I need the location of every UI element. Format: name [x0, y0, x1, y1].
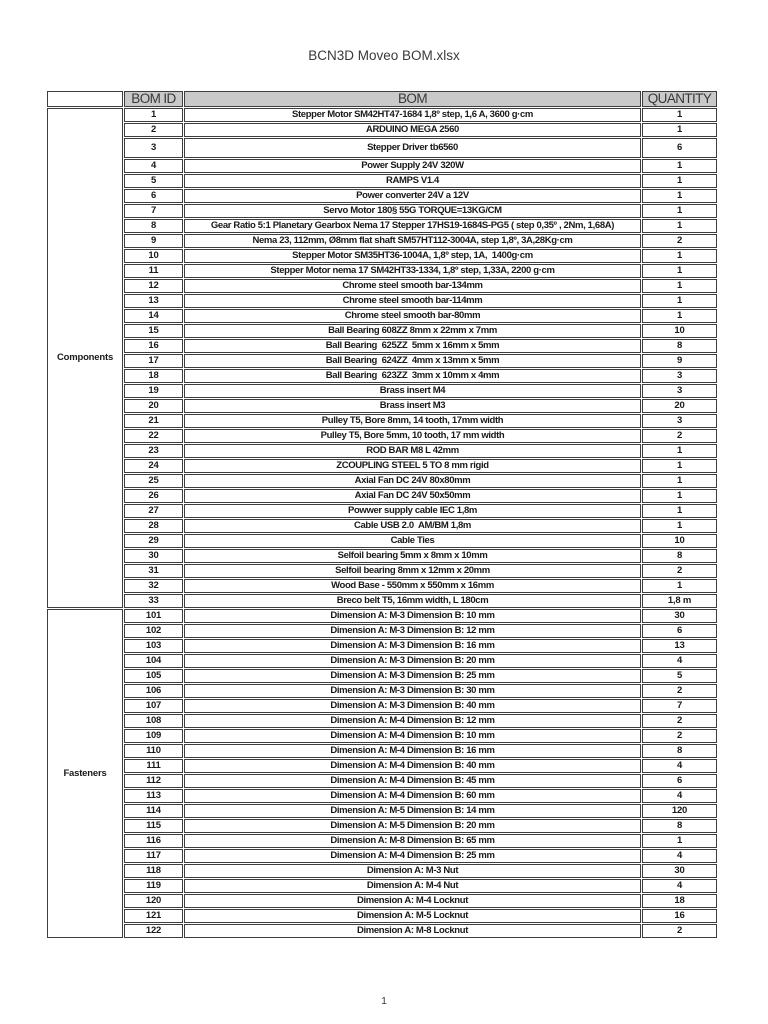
- quantity-cell: 1: [642, 834, 717, 848]
- bom-id-cell: 119: [124, 879, 183, 893]
- bom-id-cell: 26: [124, 489, 183, 503]
- bom-description-cell: Brass insert M4: [184, 384, 641, 398]
- quantity-cell: 4: [642, 759, 717, 773]
- bom-id-cell: 30: [124, 549, 183, 563]
- bom-description-cell: Dimension A: M-4 Dimension B: 45 mm: [184, 774, 641, 788]
- bom-description-cell: Dimension A: M-4 Dimension B: 12 mm: [184, 714, 641, 728]
- table-row: [47, 123, 717, 137]
- quantity-cell: 7: [642, 699, 717, 713]
- quantity-cell: 1,8 m: [642, 594, 717, 608]
- bom-description-cell: Selfoil bearing 5mm x 8mm x 10mm: [184, 549, 641, 563]
- table-row: [47, 714, 717, 728]
- bom-description-cell: Dimension A: M-3 Dimension B: 25 mm: [184, 669, 641, 683]
- quantity-cell: 3: [642, 414, 717, 428]
- table-row: [47, 879, 717, 893]
- bom-description-cell: Power converter 24V a 12V: [184, 189, 641, 203]
- bom-description-cell: Dimension A: M-8 Dimension B: 65 mm: [184, 834, 641, 848]
- bom-description-cell: ZCOUPLING STEEL 5 TO 8 mm rigid: [184, 459, 641, 473]
- quantity-cell: 1: [642, 519, 717, 533]
- bom-id-cell: 111: [124, 759, 183, 773]
- table-row: [47, 204, 717, 218]
- table-row: [47, 174, 717, 188]
- bom-description-cell: Dimension A: M-3 Nut: [184, 864, 641, 878]
- bom-id-cell: 114: [124, 804, 183, 818]
- quantity-cell: 13: [642, 639, 717, 653]
- bom-id-cell: 117: [124, 849, 183, 863]
- bom-id-cell: 24: [124, 459, 183, 473]
- table-row: [47, 309, 717, 323]
- table-row: [47, 504, 717, 518]
- bom-id-cell: 31: [124, 564, 183, 578]
- quantity-cell: 5: [642, 669, 717, 683]
- quantity-cell: 1: [642, 219, 717, 233]
- bom-description-cell: Brass insert M3: [184, 399, 641, 413]
- bom-id-cell: 107: [124, 699, 183, 713]
- quantity-cell: 8: [642, 744, 717, 758]
- bom-description-cell: Stepper Motor nema 17 SM42HT33-1334, 1,8º step, 1,33A, 2200 g·cm: [184, 264, 641, 278]
- bom-description-cell: Axial Fan DC 24V 80x80mm: [184, 474, 641, 488]
- table-row: [47, 669, 717, 683]
- table-row: [47, 489, 717, 503]
- bom-description-cell: Ball Bearing 625ZZ 5mm x 16mm x 5mm: [184, 339, 641, 353]
- bom-id-cell: 16: [124, 339, 183, 353]
- bom-id-cell: 103: [124, 639, 183, 653]
- table-row: [47, 474, 717, 488]
- quantity-cell: 4: [642, 654, 717, 668]
- bom-id-cell: 29: [124, 534, 183, 548]
- bom-description-cell: RAMPS V1.4: [184, 174, 641, 188]
- bom-description-cell: Ball Bearing 608ZZ 8mm x 22mm x 7mm: [184, 324, 641, 338]
- bom-description-cell: Dimension A: M-5 Locknut: [184, 909, 641, 923]
- bom-id-cell: 10: [124, 249, 183, 263]
- table-row: [47, 354, 717, 368]
- table-row: [47, 909, 717, 923]
- quantity-cell: 1: [642, 204, 717, 218]
- bom-id-cell: 12: [124, 279, 183, 293]
- quantity-cell: 16: [642, 909, 717, 923]
- table-row: [47, 534, 717, 548]
- table-row: [47, 759, 717, 773]
- bom-id-cell: 116: [124, 834, 183, 848]
- quantity-cell: 1: [642, 504, 717, 518]
- quantity-cell: 2: [642, 234, 717, 248]
- page-number: 1: [381, 995, 387, 1007]
- bom-description-cell: Dimension A: M-4 Dimension B: 10 mm: [184, 729, 641, 743]
- header-group-cell: [47, 91, 123, 107]
- bom-id-cell: 33: [124, 594, 183, 608]
- bom-description-cell: Dimension A: M-4 Locknut: [184, 894, 641, 908]
- group-label: Fasteners: [47, 609, 123, 938]
- table-row: [47, 519, 717, 533]
- table-row: [47, 609, 717, 623]
- table-row: [47, 444, 717, 458]
- table-row: [47, 384, 717, 398]
- quantity-cell: 6: [642, 624, 717, 638]
- table-row: [47, 324, 717, 338]
- quantity-cell: 18: [642, 894, 717, 908]
- table-row: [47, 624, 717, 638]
- bom-description-cell: Dimension A: M-4 Dimension B: 25 mm: [184, 849, 641, 863]
- bom-id-cell: 14: [124, 309, 183, 323]
- table-row: [47, 159, 717, 173]
- quantity-cell: 2: [642, 429, 717, 443]
- table-row: [47, 234, 717, 248]
- quantity-cell: 3: [642, 369, 717, 383]
- table-row: [47, 564, 717, 578]
- bom-id-cell: 9: [124, 234, 183, 248]
- table-row: [47, 138, 717, 158]
- quantity-cell: 9: [642, 354, 717, 368]
- bom-table: [46, 90, 718, 939]
- table-row: [47, 864, 717, 878]
- bom-id-cell: 118: [124, 864, 183, 878]
- bom-id-cell: 101: [124, 609, 183, 623]
- bom-id-cell: 115: [124, 819, 183, 833]
- table-body: [47, 108, 717, 938]
- bom-id-cell: 105: [124, 669, 183, 683]
- group-label: Components: [47, 108, 123, 608]
- bom-description-cell: Stepper Motor SM42HT47-1684 1,8º step, 1,6 A, 3600 g·cm: [184, 108, 641, 122]
- bom-id-cell: 109: [124, 729, 183, 743]
- bom-description-cell: Stepper Driver tb6560: [184, 138, 641, 158]
- quantity-cell: 1: [642, 174, 717, 188]
- bom-description-cell: Stepper Motor SM35HT36-1004A, 1,8º step, 1A, 1400g·cm: [184, 249, 641, 263]
- bom-description-cell: Dimension A: M-3 Dimension B: 40 mm: [184, 699, 641, 713]
- bom-description-cell: Pulley T5, Bore 8mm, 14 tooth, 17mm width: [184, 414, 641, 428]
- table-row: [47, 804, 717, 818]
- bom-description-cell: Power Supply 24V 320W: [184, 159, 641, 173]
- quantity-cell: 1: [642, 279, 717, 293]
- quantity-cell: 2: [642, 564, 717, 578]
- bom-description-cell: Gear Ratio 5:1 Planetary Gearbox Nema 17 Stepper 17HS19-1684S-PG5 ( step 0,35º , 2Nm, 1,68A): [184, 219, 641, 233]
- bom-id-cell: 112: [124, 774, 183, 788]
- table-row: [47, 834, 717, 848]
- header-bom: BOM: [184, 91, 641, 107]
- bom-description-cell: Dimension A: M-8 Locknut: [184, 924, 641, 938]
- bom-description-cell: Chrome steel smooth bar-134mm: [184, 279, 641, 293]
- bom-description-cell: Breco belt T5, 16mm width, L 180cm: [184, 594, 641, 608]
- quantity-cell: 1: [642, 123, 717, 137]
- bom-id-cell: 2: [124, 123, 183, 137]
- table-row: [47, 744, 717, 758]
- bom-id-cell: 102: [124, 624, 183, 638]
- quantity-cell: 1: [642, 108, 717, 122]
- bom-id-cell: 122: [124, 924, 183, 938]
- bom-id-cell: 28: [124, 519, 183, 533]
- bom-description-cell: Dimension A: M-3 Dimension B: 16 mm: [184, 639, 641, 653]
- bom-description-cell: Dimension A: M-3 Dimension B: 12 mm: [184, 624, 641, 638]
- bom-description-cell: Dimension A: M-3 Dimension B: 20 mm: [184, 654, 641, 668]
- quantity-cell: 1: [642, 444, 717, 458]
- table-row: [47, 819, 717, 833]
- bom-id-cell: 21: [124, 414, 183, 428]
- bom-id-cell: 13: [124, 294, 183, 308]
- bom-description-cell: Nema 23, 112mm, Ø8mm flat shaft SM57HT112-3004A, step 1,8º, 3A,28Kg·cm: [184, 234, 641, 248]
- bom-id-cell: 6: [124, 189, 183, 203]
- table-header: [47, 91, 717, 107]
- bom-description-cell: Selfoil bearing 8mm x 12mm x 20mm: [184, 564, 641, 578]
- bom-id-cell: 32: [124, 579, 183, 593]
- quantity-cell: 2: [642, 729, 717, 743]
- table-row: [47, 399, 717, 413]
- quantity-cell: 1: [642, 159, 717, 173]
- bom-description-cell: Ball Bearing 624ZZ 4mm x 13mm x 5mm: [184, 354, 641, 368]
- bom-description-cell: ARDUINO MEGA 2560: [184, 123, 641, 137]
- quantity-cell: 30: [642, 864, 717, 878]
- bom-id-cell: 25: [124, 474, 183, 488]
- header-row: [47, 91, 717, 107]
- bom-description-cell: Dimension A: M-4 Dimension B: 60 mm: [184, 789, 641, 803]
- bom-id-cell: 22: [124, 429, 183, 443]
- table-row: [47, 699, 717, 713]
- table-row: [47, 369, 717, 383]
- bom-id-cell: 18: [124, 369, 183, 383]
- bom-description-cell: Servo Motor 180§ 55G TORQUE=13KG/CM: [184, 204, 641, 218]
- table-row: [47, 639, 717, 653]
- bom-description-cell: Powwer supply cable IEC 1,8m: [184, 504, 641, 518]
- bom-id-cell: 17: [124, 354, 183, 368]
- quantity-cell: 2: [642, 924, 717, 938]
- bom-id-cell: 120: [124, 894, 183, 908]
- bom-id-cell: 23: [124, 444, 183, 458]
- bom-description-cell: Chrome steel smooth bar-80mm: [184, 309, 641, 323]
- bom-description-cell: Dimension A: M-3 Dimension B: 30 mm: [184, 684, 641, 698]
- bom-description-cell: Wood Base - 550mm x 550mm x 16mm: [184, 579, 641, 593]
- quantity-cell: 30: [642, 609, 717, 623]
- bom-id-cell: 3: [124, 138, 183, 158]
- quantity-cell: 1: [642, 579, 717, 593]
- quantity-cell: 4: [642, 789, 717, 803]
- quantity-cell: 1: [642, 249, 717, 263]
- table-row: [47, 264, 717, 278]
- quantity-cell: 1: [642, 489, 717, 503]
- quantity-cell: 10: [642, 324, 717, 338]
- bom-id-cell: 106: [124, 684, 183, 698]
- bom-id-cell: 20: [124, 399, 183, 413]
- quantity-cell: 6: [642, 138, 717, 158]
- table-row: [47, 108, 717, 122]
- quantity-cell: 120: [642, 804, 717, 818]
- bom-id-cell: 27: [124, 504, 183, 518]
- quantity-cell: 1: [642, 189, 717, 203]
- table-row: [47, 594, 717, 608]
- quantity-cell: 8: [642, 819, 717, 833]
- table-row: [47, 579, 717, 593]
- quantity-cell: 1: [642, 474, 717, 488]
- quantity-cell: 8: [642, 339, 717, 353]
- header-bom-id: BOM ID: [124, 91, 183, 107]
- table-row: [47, 789, 717, 803]
- table-row: [47, 684, 717, 698]
- table-row: [47, 729, 717, 743]
- quantity-cell: 20: [642, 399, 717, 413]
- table-row: [47, 294, 717, 308]
- bom-description-cell: Dimension A: M-4 Nut: [184, 879, 641, 893]
- bom-id-cell: 15: [124, 324, 183, 338]
- quantity-cell: 1: [642, 459, 717, 473]
- bom-id-cell: 110: [124, 744, 183, 758]
- bom-id-cell: 5: [124, 174, 183, 188]
- quantity-cell: 2: [642, 684, 717, 698]
- bom-description-cell: Dimension A: M-5 Dimension B: 14 mm: [184, 804, 641, 818]
- quantity-cell: 2: [642, 714, 717, 728]
- bom-description-cell: Dimension A: M-4 Dimension B: 16 mm: [184, 744, 641, 758]
- bom-id-cell: 104: [124, 654, 183, 668]
- bom-id-cell: 8: [124, 219, 183, 233]
- bom-description-cell: Dimension A: M-3 Dimension B: 10 mm: [184, 609, 641, 623]
- table-row: [47, 339, 717, 353]
- bom-description-cell: Pulley T5, Bore 5mm, 10 tooth, 17 mm width: [184, 429, 641, 443]
- quantity-cell: 4: [642, 879, 717, 893]
- quantity-cell: 8: [642, 549, 717, 563]
- bom-description-cell: Dimension A: M-5 Dimension B: 20 mm: [184, 819, 641, 833]
- table-row: [47, 459, 717, 473]
- bom-id-cell: 11: [124, 264, 183, 278]
- bom-id-cell: 108: [124, 714, 183, 728]
- bom-id-cell: 1: [124, 108, 183, 122]
- table-row: [47, 414, 717, 428]
- table-row: [47, 924, 717, 938]
- quantity-cell: 6: [642, 774, 717, 788]
- header-quantity: QUANTITY: [642, 91, 717, 107]
- quantity-cell: 1: [642, 294, 717, 308]
- table-row: [47, 189, 717, 203]
- bom-id-cell: 113: [124, 789, 183, 803]
- quantity-cell: 3: [642, 384, 717, 398]
- document-title: BCN3D Moveo BOM.xlsx: [308, 48, 460, 63]
- table-row: [47, 429, 717, 443]
- bom-description-cell: Chrome steel smooth bar-114mm: [184, 294, 641, 308]
- bom-id-cell: 4: [124, 159, 183, 173]
- quantity-cell: 1: [642, 264, 717, 278]
- bom-description-cell: Ball Bearing 623ZZ 3mm x 10mm x 4mm: [184, 369, 641, 383]
- bom-id-cell: 19: [124, 384, 183, 398]
- bom-id-cell: 7: [124, 204, 183, 218]
- bom-description-cell: Cable Ties: [184, 534, 641, 548]
- bom-description-cell: Axial Fan DC 24V 50x50mm: [184, 489, 641, 503]
- table-row: [47, 549, 717, 563]
- table-row: [47, 774, 717, 788]
- quantity-cell: 4: [642, 849, 717, 863]
- table-row: [47, 249, 717, 263]
- table-row: [47, 279, 717, 293]
- bom-description-cell: Dimension A: M-4 Dimension B: 40 mm: [184, 759, 641, 773]
- quantity-cell: 1: [642, 309, 717, 323]
- table-row: [47, 219, 717, 233]
- quantity-cell: 10: [642, 534, 717, 548]
- bom-description-cell: Cable USB 2.0 AM/BM 1,8m: [184, 519, 641, 533]
- table-row: [47, 849, 717, 863]
- table-row: [47, 654, 717, 668]
- table-row: [47, 894, 717, 908]
- bom-description-cell: ROD BAR M8 L 42mm: [184, 444, 641, 458]
- bom-id-cell: 121: [124, 909, 183, 923]
